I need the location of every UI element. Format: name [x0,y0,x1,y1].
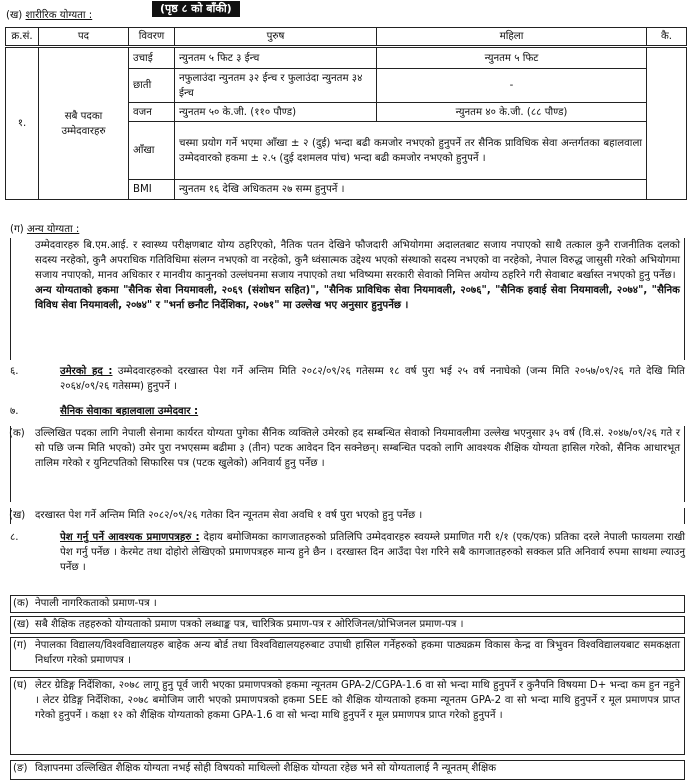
serving-title: सैनिक सेवाका बहालवाला उम्मेदवार : [60,406,199,417]
post-cell: सबै पदका उम्मेदवारहरु [39,47,129,200]
other-qualification-heading [10,222,685,237]
serving-kha [10,508,685,524]
other-qualification-body [10,238,685,360]
age-title: उमेरको हद : [60,366,113,377]
merged-cell: चस्मा प्रयोग गर्ने भएमा आँखा ± २ (दुई) भन्दा बढी कमजोर नभएको हुनुपर्ने तर सैनिक प्राविधिक सेवा अन्तर्गतका बहालवाला उम्मेदवारको हकमा ± २.५ (दुई दशमलव पांच) भन्दा बढी कमजोर नभएको हुनुपर्ने । [175,122,647,180]
page-continuation-tag: (पृष्ठ ८ को बाँकी) [152,1,240,17]
age-text: उम्मेदवारहरुको दरखास्त पेश गर्ने अन्तिम मिति २०८२/०९/२६ गतेसम्म १८ वर्ष पुरा भई २५ वर्ष ननाघेको (जन्म मिति २०५७/०९/२६ गते देखि मिति २०६४/०९/२६ गतेसम्म) हुनुपर्ने । [60,366,685,392]
docs-item-text: लेटर ग्रेडिङ्ग निर्देशिका, २०७८ लागू हुनु पूर्व जारी भएका प्रमाणपत्रको हकमा न्यूनतम GPA-2/CGPA-1.6 वा सो भन्दा माथि हुनुपर्ने र कुनैपनि विषयमा D+ भन्दा कम हुन नहुने । लेटर ग्रेडिङ्ग निर्देशिका, २०७८ बमोजिम जारी भएको प्रमाणपत्रको हकमा SEE को शैक्षिक योग्यताको हकमा न्यूनतम GPA-2 वा सो भन्दा माथि हुनुपर्ने र मूल प्रमाणपत्र प्राप्त गरेको हुनुपर्ने । कक्षा १२ को शैक्षिक योग्यताको हकमा GPA-1.6 वा सो भन्दा माथि हुनुपर्ने र मूल प्रमाणपत्र प्राप्त गरेको हुनुपर्ने । [35,680,680,721]
item-cell: BMI [129,180,175,200]
other-title: अन्य योग्यता : [26,224,80,235]
docs-item-label: (ङ) [13,763,28,774]
docs-item [10,616,685,634]
header-post: पद [39,28,129,47]
other-paragraph-1: उम्मेदवारहरु बि.एम.आई. र स्वास्थ्य परीक्षणबाट योग्य ठहरिएको, नैतिक पतन देखिने फौजदारी अभियोगमा अदालतबाट सजाय नपाएको साथै तत्काल कुनै राजनीतिक दलको सदस्य नरहेको, कुनै अपराधिक गतिविधिमा संलग्न नभएको वा नरहेको, कुनै ध्वंसात्मक उद्देश्य भएको संस्थाको सदस्य नभएको वा नरहेको, नेपाल विरुद्ध जासुसी गरेको अभियोगमा सजाय नपाएको, मानव अधिकार र मानवीय कानुनको उल्लंघनमा सजाय नपाएको तथा भविष्यमा सरकारी सेवाको निमित्त अयोग्य ठहरिने गरी सेवाबाट बर्खास्त नभएको हुनु पर्नेछ। [35,240,680,281]
female-cell: न्युनतम ५ फिट [377,47,647,69]
docs-item-label: (ख) [13,619,30,630]
male-cell: न्युनतम ५० के.जी. (११० पौण्ड) [175,103,377,122]
docs-item-text: नेपालका विद्यालय/विश्वविद्यालयहरु बाहेक अन्य बोर्ड तथा विश्वविद्यालयहरुबाट उपाधी हासिल गर्नेहरुको हकमा पाठ्यक्रम विकास केन्द्र वा त्रिभुवन विश्वविद्यालयबाट समकक्षता निर्धारण गरेको प्रमाणपत्र । [35,640,680,666]
remarks-cell [647,47,687,200]
docs-item [10,637,685,671]
item-cell: वजन [129,103,175,122]
section-title: शारीरिक योग्यता : [25,10,93,21]
item-cell: छाती [129,69,175,103]
docs-item-text: नेपाली नागरिकताको प्रमाण-पत्र । [35,598,157,609]
other-label: (ग) [10,224,24,235]
merged-cell: न्युनतम १६ देखि अधिकतम २७ सम्म हुनुपर्ने । [175,180,647,200]
section-label: (ख) [6,10,23,21]
header-item: विवरण [129,28,175,47]
female-cell: न्युनतम ४० के.जी. (८८ पौण्ड) [377,103,647,122]
table-header-row [6,28,687,47]
serving-ka-text: उल्लिखित पदका लागि नेपाली सेनामा कार्यरत योग्यता पुगेका सैनिक व्यक्तिले उमेरको हद सम्बन्धित सेवाको नियमावलीमा उल्लेख भएनुसार ३५ वर्ष (वि.सं. २०४७/०९/२६ गते र सो पछि जन्म मिति भएको) उमेर पुरा नभएसम्म बढीमा ३ (तीन) पटक आवेदन दिन सक्नेछन्। सम्बन्धित पदको लागि आवश्यक शैक्षिक योग्यता हासिल गरेको, सैनिक आधारभूत तालिम गरेको र युनिटपतिको सिफारिस पत्र (पटक खुलेको) अनिवार्य हुनु पर्नेछ । [35,428,680,469]
header-female: महिला [377,28,647,47]
docs-item-text: सबै शैक्षिक तहहरुको योग्यताको प्रमाण पत्रको लब्धाङ्क पत्र, चारित्रिक प्रमाण-पत्र र ओरिजिनल/प्रोभिजनल प्रमाण-पत्र । [35,619,464,630]
docs-item-label: (घ) [13,680,27,691]
serving-num: ७. [10,406,19,417]
docs-item [10,760,685,780]
docs-item-text: विज्ञापनमा उल्लिखित शैक्षिक योग्यता नभई सोही विषयको माथिल्लो शैक्षिक योग्यता रहेछ भने सो योग्यतालाई नै न्यूनतम् शैक्षिक [35,763,497,774]
docs-intro: देहाय बमोजिमका कागजातहरुको प्रतिलिपि उम्मेदवारहरु स्वयम्ले प्रमाणित गरी १/१ (एक/एक) प्रतिका दरले नेपाली फायलमा राखी पेश गर्नु पर्नेछ । केरमेट तथा दोहोरो लेखिएको प्रमाणपत्रहरु मान्य हुने छैन । दरखास्त दिन आउँदा पेश गरिने सबै कागजातहरुको सक्कल प्रति अनिवार्य रुपमा साथमा ल्याउनु पर्नेछ । [60,532,685,573]
table-row [6,47,687,69]
item-cell: उचाई [129,47,175,69]
documents-section [10,530,685,575]
docs-title: पेश गर्नु पर्ने आवश्यक प्रमाणपत्रहरु : [60,532,200,543]
docs-item-label: (क) [13,598,29,609]
serving-section-heading [10,404,685,419]
item-cell: आँखा [129,122,175,180]
docs-item [10,595,685,613]
serving-ka [10,426,685,502]
serial-cell: १. [6,47,39,200]
male-cell: न्युनतम ५ फिट ३ ईन्च [175,47,377,69]
serving-kha-text: दरखास्त पेश गर्ने अन्तिम मिति २०८२/०९/२६ गतेका दिन न्यूनतम सेवा अवधि १ वर्ष पुरा भएको हुनु पर्नेछ । [35,510,423,521]
header-serial: क्र.सं. [6,28,39,47]
physical-section-heading [6,8,92,23]
docs-item [10,677,685,755]
header-remarks: कै. [647,28,687,47]
docs-item-label: (ग) [13,640,27,651]
age-limit-section [10,364,685,394]
age-num: ६. [10,366,19,377]
male-cell: नफुलाउंदा न्युनतम ३२ ईन्च र फुलाउंदा न्युनतम ३४ ईन्च [175,69,377,103]
female-cell: - [377,69,647,103]
serving-ka-label: (क) [9,428,25,439]
header-male: पुरुष [175,28,377,47]
other-paragraph-2: अन्य योग्यताको हकमा "सैनिक सेवा नियमावली, २०६९ (संशोधन सहित)", "सैनिक प्राविधिक सेवा नियमावली, २०७६", "सैनिक हवाई सेवा नियमावली, २०७४", "सैनिक विविध सेवा नियमावली, २०७४" र "भर्ना छनौट निर्देशिका, २०७१" मा उल्लेख भए अनुसार हुनुपर्नेछ । [35,285,680,311]
docs-num: ८. [10,532,19,543]
physical-requirements-table [5,27,687,200]
serving-kha-label: (ख) [9,510,26,521]
